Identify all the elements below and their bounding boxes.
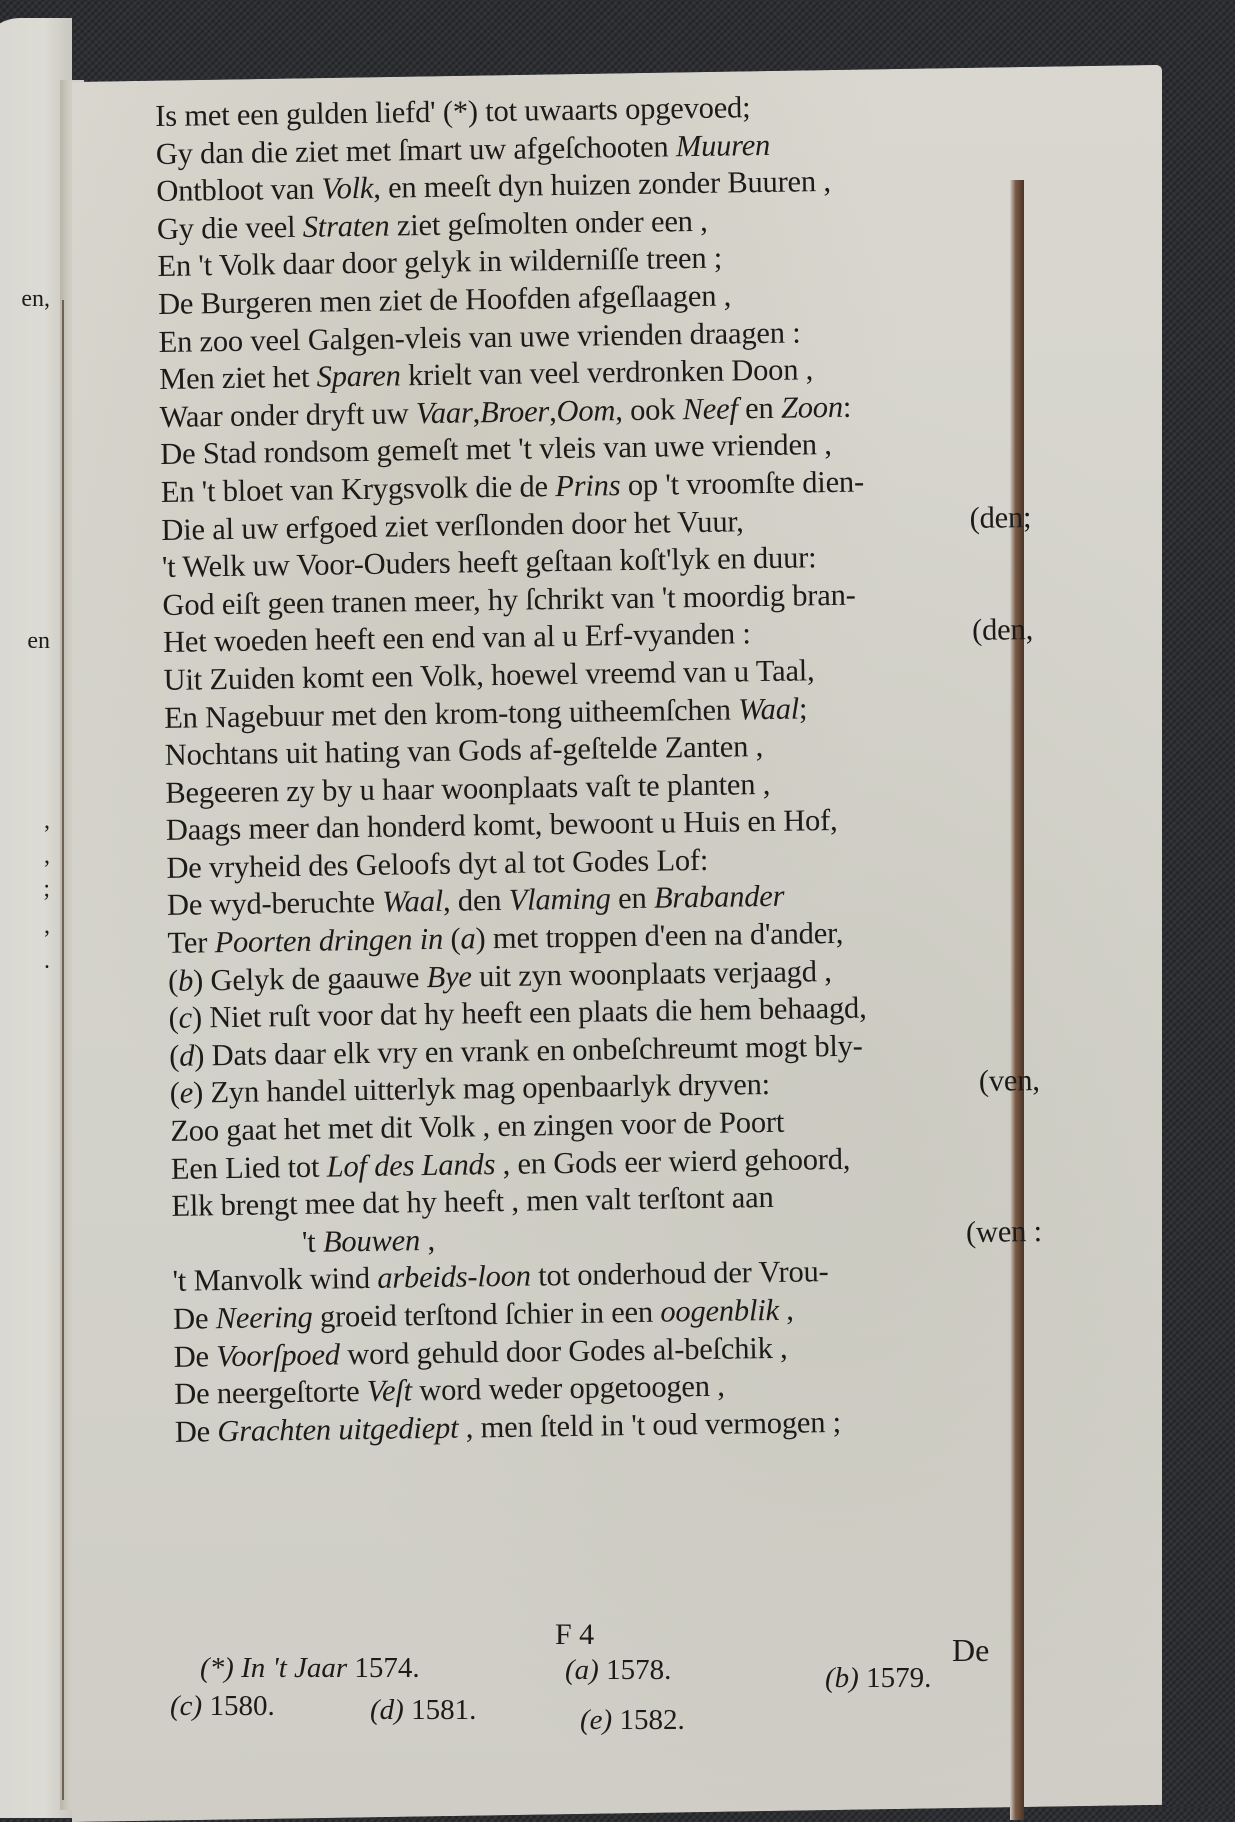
line-text: krielt van veel verdronken Doon , — [400, 352, 814, 393]
turnover-fragment: (ven, — [978, 1063, 1040, 1099]
italic-word: Brabander — [653, 879, 785, 916]
italic-word: Sparen — [316, 358, 401, 394]
line-text: Het woeden heeft een end van al u Erf-vyanden : — [162, 616, 751, 660]
line-text: Gy die veel — [156, 209, 303, 246]
line-text: Die al uw erfgoed ziet verſlonden door het Vuur, — [161, 503, 744, 547]
footnote-year: 1574. — [354, 1652, 420, 1684]
line-text: , — [419, 1222, 436, 1258]
line-text: 't — [301, 1224, 324, 1259]
line-text: De wyd-beruchte — [166, 885, 383, 923]
line-text: Waar onder dryft uw — [159, 395, 417, 434]
catchword: De — [952, 1632, 990, 1668]
line-text: Zoo gaat het met dit Volk , en zingen voor de Poort — [170, 1104, 785, 1148]
line-text: ziet geſmolten onder een , — [389, 203, 708, 243]
italic-word: Muuren — [675, 127, 771, 163]
footnote-mark: (d) — [370, 1694, 412, 1726]
italic-word: Waal — [381, 884, 444, 920]
italic-word: e — [179, 1075, 194, 1111]
line-text: De — [174, 1414, 218, 1449]
italic-word: c — [178, 1000, 193, 1035]
previous-page-fragment: en — [27, 628, 50, 654]
line-text: : — [842, 389, 852, 424]
line-text: En Nagebuur met den krom-tong uitheemſchen — [163, 691, 739, 735]
line-text: ) met troppen d'een na d'ander, — [475, 915, 844, 956]
previous-page-fragment: , — [44, 843, 50, 869]
line-text: God eiſt geen tranen meer, hy ſchrikt van 't moordig bran- — [162, 577, 856, 622]
turnover-fragment: (den; — [969, 499, 1032, 535]
footnote-year: 1582. — [619, 1704, 685, 1736]
line-text: , en meeſt dyn huizen zonder Buuren , — [372, 164, 831, 205]
footnote-year: 1578. — [606, 1654, 672, 1686]
footnote — [580, 1704, 685, 1737]
footnote — [200, 1652, 420, 1685]
footnote — [825, 1662, 931, 1695]
line-text: De Stad rondsom gemeſt met 't vleis van uwe vrienden , — [160, 427, 832, 472]
previous-page-fragment: en, — [21, 286, 50, 312]
line-text: De — [172, 1301, 216, 1336]
italic-word: b — [177, 963, 194, 998]
turnover-fragment: (wen : — [965, 1213, 1043, 1249]
italic-word: Neef — [682, 391, 738, 426]
line-text: ; — [798, 690, 808, 726]
line-text: 't Welk uw Voor-Ouders heeft geſtaan koſt'lyk en duur: — [161, 540, 817, 585]
italic-word: oogenblik — [660, 1292, 780, 1329]
line-text: Is met een gulden liefd' (*) tot uwaarts opgevoed; — [155, 90, 751, 133]
previous-page-fragment: . — [44, 948, 50, 974]
italic-word: arbeids-loon — [377, 1258, 532, 1296]
line-text: ( — [167, 963, 179, 998]
line-text: Uit Zuiden komt een Volk, hoewel vreemd van u Taal, — [163, 653, 815, 697]
line-text: ) Niet ruſt voor dat hy heeft een plaats die hem behaagd, — [191, 990, 867, 1035]
italic-word: Broer — [479, 393, 550, 429]
line-text: ( — [168, 1038, 180, 1073]
footnote-year: 1581. — [411, 1694, 477, 1726]
footnote-mark: (c) — [170, 1690, 210, 1722]
footnote-year: 1579. — [866, 1662, 932, 1694]
line-text: Men ziet het — [158, 359, 317, 397]
italic-word: Oom — [556, 392, 616, 428]
line-text: Een Lied tot — [170, 1149, 327, 1186]
italic-word: a — [460, 921, 476, 956]
line-text: Nochtans uit hating van Gods af-geſtelde Zanten , — [164, 729, 764, 773]
line-text: word gehuld door Godes al-beſchik , — [339, 1330, 788, 1371]
footnote-mark: (a) — [565, 1654, 607, 1686]
line-text: tot onderhoud der Vrou- — [530, 1254, 829, 1293]
line-text: ) Gelyk de gaauwe — [192, 959, 427, 998]
line-text: groeid terſtond ſchier in een — [312, 1294, 661, 1334]
line-text: En zoo veel Galgen-vleis van uwe vrienden draagen : — [158, 315, 801, 359]
footnote-mark: (e) — [580, 1704, 620, 1736]
line-text: Gy dan die ziet met ſmart uw afgeſchooten — [155, 128, 677, 171]
line-text: De Burgeren men ziet de Hoofden afgeſlaagen , — [157, 278, 732, 321]
line-text: ( — [442, 921, 461, 956]
line-text: Daags meer dan honderd komt, bewoont u Huis en Hof, — [165, 803, 838, 848]
footnote-mark: (*) — [200, 1652, 242, 1684]
line-text: op 't vroomſte dien- — [620, 464, 865, 503]
italic-word: Voorſpoed — [216, 1336, 341, 1373]
line-text: De — [173, 1338, 217, 1374]
italic-word: Bouwen — [322, 1223, 421, 1259]
italic-word: Prins — [555, 468, 621, 504]
footnote-year: 1580. — [209, 1690, 275, 1722]
line-text: De vryheid des Geloofs dyt al tot Godes Lof: — [166, 842, 709, 885]
line-text: En 't bloet van Krygsvolk die de — [160, 469, 556, 509]
footnote — [170, 1690, 275, 1723]
line-text: Ontbloot van — [156, 171, 322, 209]
line-text: , — [778, 1292, 794, 1327]
previous-page-fragment: ; — [43, 876, 50, 902]
italic-word: Volk — [321, 170, 374, 206]
previous-page-fragment: , — [44, 808, 50, 834]
italic-word: Poorten dringen in — [214, 921, 444, 960]
italic-word: Neering — [215, 1299, 313, 1336]
line-text: , men ſteld in 't oud vermogen ; — [458, 1404, 842, 1445]
italic-word: Bye — [426, 959, 472, 994]
previous-page-fragment: , — [44, 913, 50, 939]
footnote — [565, 1654, 671, 1687]
line-text: ( — [168, 1001, 179, 1036]
italic-word: Straten — [302, 208, 390, 244]
signature-mark: F 4 — [555, 1618, 595, 1651]
line-text: Begeeren zy by u haar woonplaats vaſt te planten , — [165, 766, 771, 810]
line-text: en — [610, 881, 655, 916]
line-text: , — [548, 393, 557, 428]
line-text: , ook — [614, 391, 683, 427]
footnote-label: In 't Jaar — [241, 1652, 355, 1684]
line-text: Ter — [167, 925, 215, 960]
line-text: De neergeſtorte — [173, 1374, 368, 1412]
line-text: ( — [169, 1076, 180, 1111]
line-text: En 't Volk daar door gelyk in wilderniſſe treen ; — [157, 240, 723, 284]
footnote-mark: (b) — [825, 1662, 867, 1694]
italic-word: Waal — [737, 691, 800, 726]
poem-text-block — [155, 85, 1045, 1451]
footnote — [370, 1694, 476, 1727]
italic-word: Lof des Lands — [326, 1146, 496, 1184]
line-text: 't Manvolk wind — [172, 1261, 378, 1299]
line-text: ) Zyn handel uitterlyk mag openbaarlyk dryven: — [192, 1067, 771, 1110]
italic-word: Veſt — [366, 1373, 413, 1409]
turnover-fragment: (den, — [971, 612, 1034, 648]
italic-word: Grachten uitgediept — [217, 1410, 459, 1449]
line-text: , — [472, 394, 481, 430]
line-text: ) Dats daar elk vry en vrank en onbeſchreumt mogt bly- — [193, 1028, 863, 1073]
italic-word: Vaar — [415, 395, 473, 430]
italic-word: d — [178, 1038, 195, 1073]
italic-word: Zoon — [780, 389, 844, 425]
line-text: , en Gods eer wierd gehoord, — [494, 1141, 851, 1181]
line-text: word weder opgetoogen , — [411, 1368, 725, 1408]
previous-page-text-fragments — [0, 18, 50, 1818]
line-text: en — [737, 390, 782, 426]
line-text: , den — [442, 883, 509, 919]
line-text: uit zyn woonplaats verjaagd , — [471, 953, 832, 994]
italic-word: Vlaming — [508, 881, 611, 918]
line-text: Elk brengt mee dat hy heeft , men valt terſtont aan — [171, 1180, 774, 1224]
